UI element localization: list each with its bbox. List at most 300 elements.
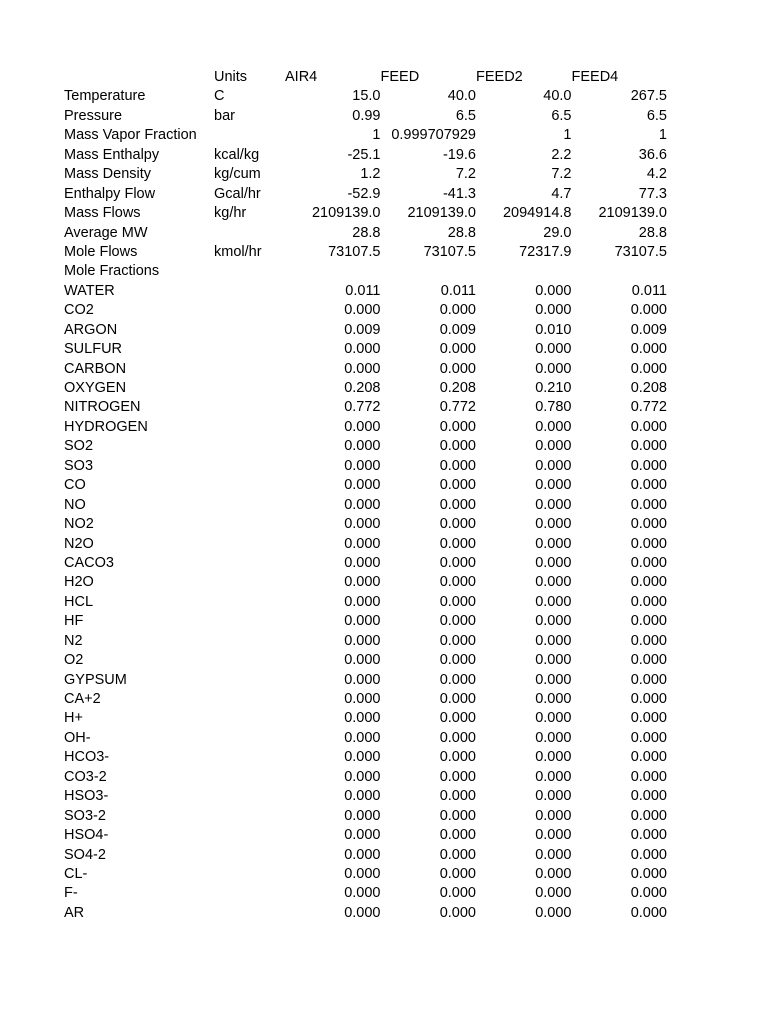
value-cell: 0.010	[535, 321, 572, 338]
value-cell: 0.000	[630, 904, 667, 921]
value-cell: 0.000	[439, 613, 476, 630]
value-cell: 0.000	[344, 438, 381, 455]
value-cell: 2109139.0	[598, 205, 667, 222]
column-header-text: FEED4	[571, 69, 619, 85]
value-cell: 0.000	[439, 593, 476, 610]
table-row	[64, 554, 704, 573]
value-cell: 0.000	[439, 691, 476, 707]
table-row	[64, 671, 704, 690]
row-label: OXYGEN	[64, 380, 127, 396]
row-label: Mass Enthalpy	[64, 146, 160, 163]
value-cell: 0.000	[439, 418, 476, 435]
value-cell: 0.000	[535, 710, 572, 727]
value-cell: 0.000	[344, 710, 381, 727]
header-row	[64, 68, 704, 87]
table-row	[64, 690, 704, 709]
row-units	[214, 632, 285, 651]
row-units	[214, 846, 285, 865]
value-cell: -41.3	[442, 185, 476, 202]
row-units: C	[214, 88, 225, 105]
value-cell: 0.000	[630, 535, 667, 552]
column-header-text: AIR4	[285, 69, 318, 85]
value-cell: 0.000	[630, 516, 667, 533]
value-cell: 1	[563, 127, 572, 144]
value-cell: 0.000	[344, 477, 381, 494]
value-cell: 28.8	[447, 224, 476, 241]
value-cell: 1	[658, 127, 667, 144]
row-label: NITROGEN	[64, 399, 141, 416]
value-cell: 1.2	[360, 166, 381, 183]
value-cell: 4.2	[646, 166, 667, 183]
row-label: CACO3	[64, 554, 114, 571]
row-units	[214, 535, 285, 554]
row-label: SO4-2	[64, 846, 106, 863]
value-cell: 0.011	[345, 282, 381, 299]
value-cell: 0.000	[439, 807, 476, 824]
value-cell: 0.000	[535, 554, 572, 571]
value-cell: 0.000	[535, 904, 572, 921]
value-cell: 0.000	[344, 691, 381, 707]
value-cell	[572, 262, 668, 281]
row-label: WATER	[64, 282, 115, 299]
value-cell: 0.000	[439, 671, 476, 688]
row-units	[214, 787, 285, 806]
value-cell: 0.772	[344, 399, 381, 416]
value-cell: 4.7	[551, 185, 572, 202]
value-cell: 0.000	[344, 341, 381, 358]
value-cell: 0.000	[344, 749, 381, 766]
value-cell: 28.8	[638, 224, 667, 241]
table-row	[64, 496, 704, 515]
table-row	[64, 282, 704, 301]
table-body	[64, 87, 704, 923]
value-cell: 0.772	[439, 399, 476, 416]
row-label: N2O	[64, 535, 94, 552]
value-cell: 0.011	[631, 282, 667, 299]
row-label: CARBON	[64, 360, 127, 377]
table-row	[64, 593, 704, 612]
table-row	[64, 243, 704, 262]
row-label: CO2	[64, 302, 94, 319]
table-row	[64, 379, 704, 398]
value-cell: 0.000	[344, 516, 381, 533]
row-label: Mass Vapor Fraction	[64, 127, 197, 144]
row-units	[214, 904, 285, 923]
value-cell: 0.000	[344, 302, 381, 319]
value-cell: 7.2	[551, 166, 572, 183]
row-label: SULFUR	[64, 341, 123, 358]
row-label: O2	[64, 652, 84, 669]
row-units: kcal/kg	[214, 146, 260, 163]
value-cell: 0.000	[535, 865, 572, 882]
value-cell: 0.772	[630, 399, 667, 416]
table-row	[64, 709, 704, 728]
value-cell: 0.000	[439, 496, 476, 513]
row-units: bar	[214, 107, 235, 124]
value-cell: 0.000	[630, 554, 667, 571]
row-units	[214, 262, 285, 281]
table-row	[64, 146, 704, 165]
row-units	[214, 515, 285, 534]
table-row	[64, 224, 704, 243]
value-cell: 0.000	[630, 729, 667, 746]
value-cell: 0.000	[630, 865, 667, 882]
row-label: ARGON	[64, 321, 118, 338]
table-row	[64, 904, 704, 923]
value-cell: 0.000	[630, 788, 667, 805]
value-cell: 0.000	[344, 632, 381, 649]
row-units: kg/hr	[214, 205, 247, 222]
value-cell: 0.000	[439, 302, 476, 319]
value-cell: 0.000	[439, 477, 476, 494]
value-cell: 0.009	[439, 321, 476, 338]
value-cell: 0.000	[630, 846, 667, 863]
table-row	[64, 826, 704, 845]
row-label: Mole Flows	[64, 243, 138, 260]
value-cell: 0.000	[535, 574, 572, 591]
value-cell: 0.009	[630, 321, 667, 338]
row-units: kmol/hr	[214, 243, 262, 260]
row-label: Mole Fractions	[64, 263, 160, 280]
value-cell: 0.000	[344, 827, 381, 844]
value-cell: 0.000	[535, 496, 572, 513]
value-cell: 0.000	[630, 691, 667, 707]
row-units	[214, 301, 285, 320]
row-units	[214, 612, 285, 631]
row-units	[214, 398, 285, 417]
row-label: CO	[64, 477, 86, 494]
row-label: NO2	[64, 516, 94, 533]
table-row	[64, 768, 704, 787]
row-label: Enthalpy Flow	[64, 185, 156, 202]
row-label: CO3-2	[64, 768, 107, 785]
value-cell: 0.000	[630, 613, 667, 630]
row-label: HCL	[64, 593, 94, 610]
value-cell: 0.000	[630, 593, 667, 610]
value-cell: 0.000	[344, 729, 381, 746]
table-row	[64, 787, 704, 806]
stream-table	[64, 68, 704, 923]
value-cell: 0.000	[535, 593, 572, 610]
value-cell: 0.000	[535, 438, 572, 455]
row-label: OH-	[64, 729, 91, 746]
column-header-air4	[285, 68, 381, 87]
column-header-text: FEED2	[476, 69, 523, 85]
value-cell: 0.208	[344, 380, 381, 396]
table-row	[64, 185, 704, 204]
row-label: HF	[64, 613, 84, 630]
value-cell: 0.000	[535, 768, 572, 785]
value-cell: 29.0	[543, 224, 572, 241]
value-cell: 7.2	[455, 166, 476, 183]
row-units	[214, 126, 285, 145]
value-cell: 6.5	[646, 107, 667, 124]
table-row	[64, 748, 704, 767]
units-header: Units	[214, 69, 248, 85]
table-row	[64, 321, 704, 340]
value-cell: 0.210	[535, 380, 572, 396]
row-label: SO3-2	[64, 807, 106, 824]
row-units	[214, 573, 285, 592]
value-cell: 0.000	[630, 710, 667, 727]
row-label: Temperature	[64, 88, 146, 105]
value-cell: 0.000	[535, 360, 572, 377]
value-cell: 0.000	[630, 574, 667, 591]
table-row	[64, 515, 704, 534]
value-cell: -25.1	[347, 146, 381, 163]
value-cell: 0.000	[535, 341, 572, 358]
value-cell: 15.0	[352, 88, 381, 105]
value-cell: 0.000	[535, 846, 572, 863]
row-units	[214, 554, 285, 573]
value-cell: 0.000	[439, 710, 476, 727]
value-cell: 0.009	[344, 321, 381, 338]
value-cell: 0.000	[630, 418, 667, 435]
value-cell: 0.000	[344, 788, 381, 805]
value-cell: 0.000	[439, 768, 476, 785]
row-units	[214, 671, 285, 690]
table-row	[64, 262, 704, 281]
row-units: kg/cum	[214, 166, 261, 183]
value-cell: 0.000	[535, 885, 572, 902]
row-units	[214, 321, 285, 340]
value-cell: 0.000	[439, 341, 476, 358]
value-cell: 0.000	[344, 574, 381, 591]
value-cell: 0.000	[535, 749, 572, 766]
value-cell: 0.000	[630, 768, 667, 785]
value-cell: 2109139.0	[311, 205, 381, 222]
table-row	[64, 165, 704, 184]
row-label: Mass Density	[64, 166, 152, 183]
column-header-feed4	[572, 68, 668, 87]
value-cell: 0.000	[344, 652, 381, 669]
value-cell: 0.000	[630, 341, 667, 358]
row-units	[214, 865, 285, 884]
table-row	[64, 573, 704, 592]
row-units	[214, 807, 285, 826]
row-label: HCO3-	[64, 749, 110, 766]
value-cell: 0.000	[439, 632, 476, 649]
value-cell: 1	[372, 127, 381, 144]
value-cell: 73107.5	[614, 243, 667, 260]
value-cell: 2094914.8	[502, 205, 572, 222]
value-cell: 267.5	[630, 88, 667, 105]
value-cell: 0.000	[344, 554, 381, 571]
value-cell: 0.000	[535, 282, 572, 299]
value-cell: 73107.5	[328, 243, 381, 260]
value-cell: 0.000	[630, 885, 667, 902]
value-cell: 0.000	[344, 613, 381, 630]
value-cell: 0.000	[535, 671, 572, 688]
header-label-cell	[64, 68, 214, 87]
column-header-feed2	[476, 68, 572, 87]
value-cell: 0.000	[439, 904, 476, 921]
value-cell: 0.000	[439, 457, 476, 474]
value-cell: 0.000	[630, 496, 667, 513]
table-row	[64, 651, 704, 670]
row-units	[214, 768, 285, 787]
value-cell: 0.000	[535, 807, 572, 824]
value-cell: 0.000	[535, 691, 572, 707]
table-row	[64, 846, 704, 865]
table-row	[64, 632, 704, 651]
table-row	[64, 807, 704, 826]
row-units	[214, 709, 285, 728]
value-cell	[476, 262, 572, 281]
row-label: CA+2	[64, 691, 101, 707]
row-label: Pressure	[64, 107, 123, 124]
value-cell: -19.6	[442, 146, 476, 163]
value-cell: 0.000	[630, 827, 667, 844]
table-row	[64, 476, 704, 495]
value-cell: 0.000	[630, 477, 667, 494]
table-row	[64, 884, 704, 903]
value-cell: 77.3	[638, 185, 667, 202]
row-label: Average MW	[64, 224, 148, 241]
value-cell: 0.000	[535, 652, 572, 669]
table-row	[64, 612, 704, 631]
row-label: AR	[64, 904, 85, 921]
value-cell: 0.000	[439, 574, 476, 591]
row-label: GYPSUM	[64, 671, 127, 688]
value-cell: 0.208	[630, 380, 667, 396]
row-label: CL-	[64, 865, 88, 882]
value-cell: 0.000	[535, 516, 572, 533]
table-row	[64, 87, 704, 106]
value-cell: 0.000	[535, 477, 572, 494]
row-units	[214, 418, 285, 437]
table-row	[64, 107, 704, 126]
value-cell: 0.000	[439, 788, 476, 805]
value-cell: 0.000	[344, 360, 381, 377]
value-cell: 6.5	[551, 107, 572, 124]
value-cell: -52.9	[347, 185, 381, 202]
value-cell: 0.000	[535, 457, 572, 474]
table-row	[64, 360, 704, 379]
value-cell: 0.000	[344, 496, 381, 513]
value-cell: 0.000	[344, 457, 381, 474]
value-cell: 0.000	[535, 788, 572, 805]
value-cell: 0.000	[439, 749, 476, 766]
row-label: Mass Flows	[64, 205, 141, 222]
value-cell: 0.000	[535, 827, 572, 844]
row-label: N2	[64, 632, 83, 649]
value-cell: 40.0	[543, 88, 572, 105]
value-cell: 0.000	[439, 885, 476, 902]
row-units	[214, 729, 285, 748]
value-cell: 0.000	[439, 535, 476, 552]
value-cell: 0.000	[535, 535, 572, 552]
value-cell: 0.208	[439, 380, 476, 396]
row-label: F-	[64, 885, 78, 902]
value-cell: 0.000	[439, 438, 476, 455]
row-units: Gcal/hr	[214, 185, 261, 202]
value-cell: 0.000	[344, 418, 381, 435]
value-cell: 73107.5	[423, 243, 476, 260]
value-cell: 0.000	[630, 632, 667, 649]
table-row	[64, 729, 704, 748]
value-cell	[285, 262, 381, 281]
row-units	[214, 379, 285, 398]
table-row	[64, 398, 704, 417]
value-cell: 40.0	[447, 88, 476, 105]
value-cell: 72317.9	[519, 243, 572, 260]
table-row	[64, 340, 704, 359]
value-cell: 0.000	[535, 302, 572, 319]
table-row	[64, 204, 704, 223]
value-cell: 0.999707929	[391, 127, 476, 144]
table-row	[64, 126, 704, 145]
value-cell: 36.6	[638, 146, 667, 163]
value-cell	[381, 262, 477, 281]
value-cell: 0.000	[630, 749, 667, 766]
row-units	[214, 476, 285, 495]
row-units	[214, 748, 285, 767]
table-row	[64, 535, 704, 554]
row-units	[214, 360, 285, 379]
value-cell: 2109139.0	[407, 205, 476, 222]
value-cell: 2.2	[551, 146, 572, 163]
table-row	[64, 865, 704, 884]
value-cell: 0.000	[439, 554, 476, 571]
value-cell: 0.000	[344, 865, 381, 882]
value-cell: 0.000	[630, 671, 667, 688]
table-row	[64, 437, 704, 456]
row-label: HYDROGEN	[64, 418, 148, 435]
table-row	[64, 418, 704, 437]
value-cell: 0.000	[344, 904, 381, 921]
row-units	[214, 651, 285, 670]
value-cell: 0.000	[439, 652, 476, 669]
value-cell: 0.011	[440, 282, 476, 299]
row-label: HSO3-	[64, 788, 109, 805]
row-label: NO	[64, 496, 86, 513]
value-cell: 0.000	[439, 516, 476, 533]
table-row	[64, 457, 704, 476]
value-cell: 0.000	[535, 613, 572, 630]
value-cell: 0.000	[344, 846, 381, 863]
row-units	[214, 457, 285, 476]
row-label: H+	[64, 710, 83, 727]
value-cell: 0.000	[630, 438, 667, 455]
value-cell: 28.8	[352, 224, 381, 241]
table-row	[64, 301, 704, 320]
row-units	[214, 340, 285, 359]
value-cell: 0.000	[630, 302, 667, 319]
value-cell: 0.000	[439, 846, 476, 863]
value-cell: 0.000	[535, 729, 572, 746]
value-cell: 0.000	[630, 652, 667, 669]
value-cell: 0.000	[630, 360, 667, 377]
value-cell: 6.5	[455, 107, 476, 124]
row-label: HSO4-	[64, 827, 109, 844]
value-cell: 0.000	[344, 807, 381, 824]
value-cell: 0.000	[535, 418, 572, 435]
row-label: SO2	[64, 438, 94, 455]
row-units	[214, 437, 285, 456]
value-cell: 0.000	[630, 807, 667, 824]
row-units	[214, 282, 285, 301]
row-units	[214, 884, 285, 903]
value-cell: 0.99	[352, 107, 381, 124]
value-cell: 0.000	[439, 865, 476, 882]
value-cell: 0.000	[535, 632, 572, 649]
value-cell: 0.000	[344, 885, 381, 902]
value-cell: 0.000	[344, 768, 381, 785]
row-units	[214, 826, 285, 845]
value-cell: 0.000	[439, 729, 476, 746]
row-label: SO3	[64, 457, 94, 474]
